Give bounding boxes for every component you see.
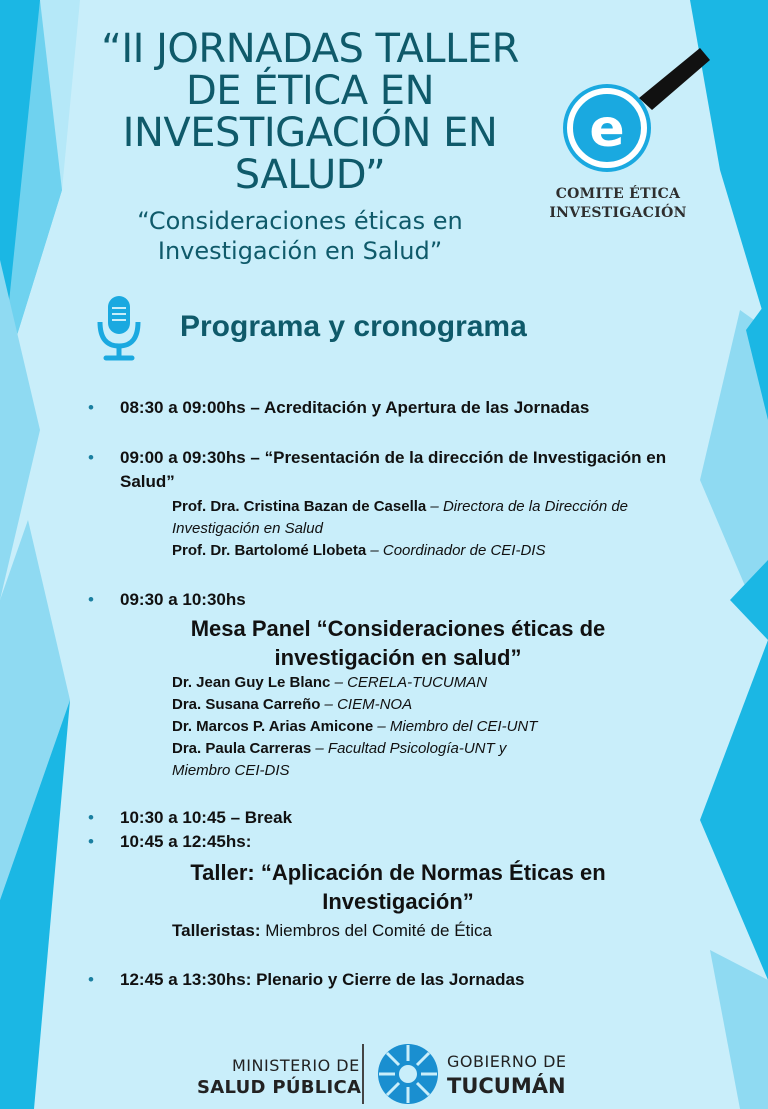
logo-text [548, 185, 688, 223]
bullet: • [88, 448, 94, 467]
ministerio-line2: SALUD PÚBLICA [197, 1077, 362, 1098]
subtitle-line: “Consideraciones éticas en [137, 207, 463, 235]
item-time: 10:45 a 12:45hs: [120, 832, 252, 851]
speaker-line [88, 496, 708, 540]
title-line: INVESTIGACIÓN EN [122, 110, 498, 156]
workshop-title: Taller: “Aplicación de Normas Éticas en Investigación” [190, 860, 606, 914]
program-item [88, 968, 708, 992]
event-title [30, 28, 590, 196]
item-time: 12:45 a 13:30hs: Plenario y Cierre de las Jornadas [120, 970, 525, 989]
bullet: • [88, 590, 94, 609]
tallerista-value: Miembros del Comité de Ética [260, 921, 492, 940]
event-subtitle [90, 206, 510, 266]
speaker-name: Dr. Jean Guy Le Blanc [172, 674, 331, 691]
program-item [88, 396, 708, 420]
microphone-icon [96, 294, 142, 362]
program-item [88, 806, 708, 830]
bullet: • [88, 398, 94, 417]
title-line: “II JORNADAS TALLER [101, 26, 519, 72]
speaker-role: – Miembro del CEI-UNT [373, 718, 538, 735]
speaker-role: – Directora de la Dirección de Investigación en Salud [172, 498, 629, 537]
speaker-role: – CERELA-TUCUMAN [330, 674, 488, 691]
speaker-role: – CIEM-NOA [320, 696, 413, 713]
speaker-name: Prof. Dra. Cristina Bazan de Casella [172, 498, 427, 515]
item-time: 10:30 a 10:45 – Break [120, 808, 293, 827]
bullet: • [88, 970, 94, 989]
panel-title: Mesa Panel “Consideraciones éticas de investigación en salud” [190, 616, 606, 670]
gobierno-line2: TUCUMÁN [447, 1074, 566, 1098]
program-title: Programa y cronograma [180, 310, 527, 343]
speaker-line [88, 672, 708, 694]
title-line: SALUD” [234, 152, 386, 198]
speaker-line [88, 716, 708, 738]
bullet: • [88, 832, 94, 851]
program-item [88, 446, 708, 494]
subtitle-line: Investigación en Salud” [157, 237, 443, 265]
bullet: • [88, 808, 94, 827]
ministerio-line1: MINISTERIO DE [232, 1056, 360, 1075]
logo-text-line: INVESTIGACIÓN [549, 205, 687, 221]
item-time: 08:30 a 09:00hs – Acreditación y Apertura de las Jornadas [120, 398, 590, 417]
gobierno-line1: GOBIERNO DE [447, 1052, 567, 1071]
speaker-line [88, 738, 708, 782]
speaker-role: – Facultad Psicología-UNT y Miembro CEI-DIS [172, 740, 507, 779]
speaker-line [88, 540, 708, 562]
item-time: 09:00 a 09:30hs – “Presentación de la dirección de Investigación en Salud” [120, 448, 667, 491]
title-line: DE ÉTICA EN [186, 68, 434, 114]
program-item [88, 588, 708, 612]
tallerista-line [88, 920, 708, 942]
logo-letter: e [589, 99, 625, 159]
speaker-name: Prof. Dr. Bartolomé Llobeta [172, 542, 367, 559]
speaker-name: Dra. Paula Carreras [172, 740, 312, 757]
speaker-line [88, 694, 708, 716]
footer-divider [362, 1044, 364, 1104]
program-list [88, 396, 708, 992]
tucuman-sun-icon [377, 1043, 439, 1105]
tallerista-label: Talleristas: [172, 921, 261, 940]
speaker-name: Dra. Susana Carreño [172, 696, 321, 713]
program-item [88, 830, 708, 854]
speaker-role: – Coordinador de CEI-DIS [366, 542, 546, 559]
speaker-name: Dr. Marcos P. Arias Amicone [172, 718, 374, 735]
item-time: 09:30 a 10:30hs [120, 590, 246, 609]
logo-text-line: COMITE ÉTICA [555, 186, 681, 202]
